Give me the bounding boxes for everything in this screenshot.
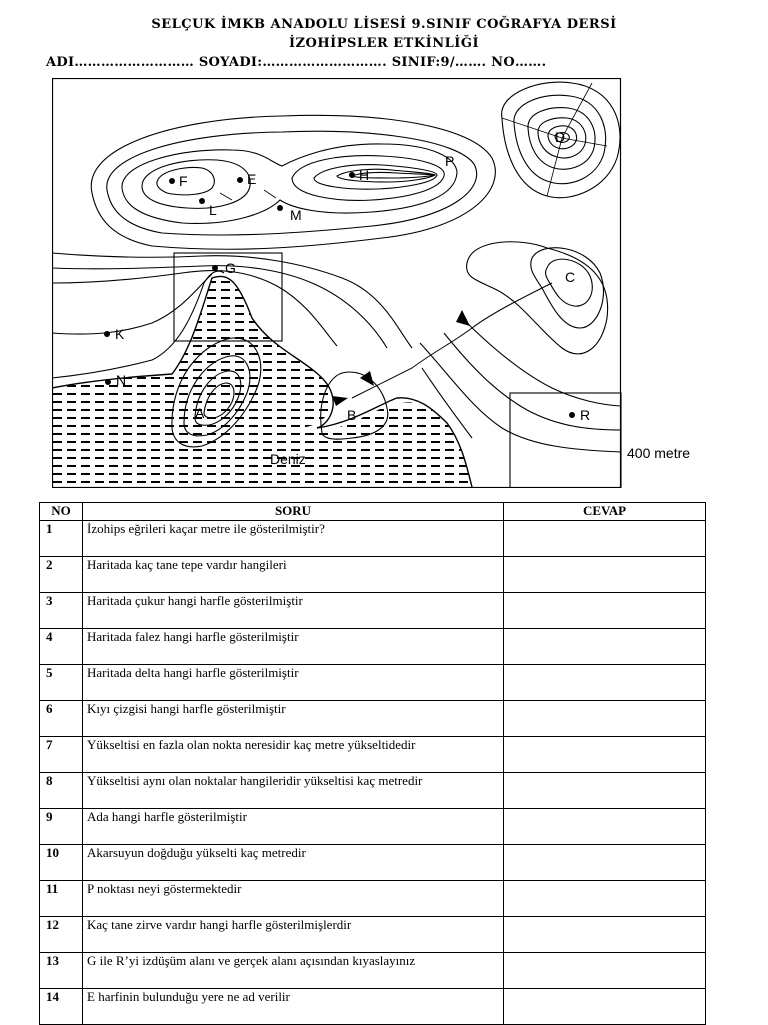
question-number: 3	[40, 593, 83, 629]
label-k: K	[115, 326, 125, 342]
question-number: 11	[40, 881, 83, 917]
label-f: F	[179, 173, 188, 189]
question-number: 13	[40, 953, 83, 989]
header-no: NO	[40, 503, 83, 521]
question-number: 9	[40, 809, 83, 845]
question-text: Haritada çukur hangi harfle gösterilmiştir	[83, 593, 504, 629]
contour-map	[52, 78, 622, 488]
table-row	[40, 521, 706, 557]
question-text: E harfinin bulunduğu yere ne ad verilir	[83, 989, 504, 1025]
question-text: Haritada kaç tane tepe vardır hangileri	[83, 557, 504, 593]
table-row	[40, 701, 706, 737]
question-text: Haritada delta hangi harfle gösterilmiştir	[83, 665, 504, 701]
label-r: R	[580, 407, 591, 423]
answer-cell[interactable]	[504, 809, 706, 845]
table-row	[40, 845, 706, 881]
label-b: B	[347, 407, 357, 423]
table-row	[40, 665, 706, 701]
question-number: 1	[40, 521, 83, 557]
answer-cell[interactable]	[504, 521, 706, 557]
answer-cell[interactable]	[504, 881, 706, 917]
table-row	[40, 881, 706, 917]
table-header-row	[40, 503, 706, 521]
label-c: C	[565, 269, 576, 285]
label-g: G	[225, 260, 236, 276]
label-m: M	[290, 207, 302, 223]
table-row	[40, 737, 706, 773]
worksheet-title: SELÇUK İMKB ANADOLU LİSESİ 9.SINIF COĞRAFYA DERSİ	[151, 17, 617, 32]
table-row	[40, 917, 706, 953]
question-text: Akarsuyun doğduğu yükselti kaç metredir	[83, 845, 504, 881]
question-text: Yükseltisi en fazla olan nokta neresidir kaç metre yükseltidedir	[83, 737, 504, 773]
answer-cell[interactable]	[504, 737, 706, 773]
label-d: D	[555, 129, 566, 145]
sea-label: Deniz	[270, 451, 306, 467]
label-p: P	[445, 153, 455, 169]
answer-cell[interactable]	[504, 629, 706, 665]
label-a: A	[195, 405, 205, 421]
question-text: P noktası neyi göstermektedir	[83, 881, 504, 917]
label-h: H	[359, 167, 370, 183]
student-info-line: ADI……………………… SOYADI:………………………. SINIF:9/……. NO…….	[46, 55, 547, 70]
contour-interval-label: 400 metre	[627, 445, 691, 461]
table-row	[40, 629, 706, 665]
question-number: 8	[40, 773, 83, 809]
answer-cell[interactable]	[504, 845, 706, 881]
table-row	[40, 989, 706, 1025]
answer-cell[interactable]	[504, 953, 706, 989]
question-number: 2	[40, 557, 83, 593]
header-question: SORU	[83, 503, 504, 521]
table-row	[40, 773, 706, 809]
question-text: İzohips eğrileri kaçar metre ile gösterilmiştir?	[83, 521, 504, 557]
question-number: 12	[40, 917, 83, 953]
answer-cell[interactable]	[504, 557, 706, 593]
answer-cell[interactable]	[504, 989, 706, 1025]
label-n: N	[116, 372, 127, 388]
header-answer: CEVAP	[504, 503, 706, 521]
question-text: G ile R’yi izdüşüm alanı ve gerçek alanı açısından kıyaslayınız	[83, 953, 504, 989]
question-text: Haritada falez hangi harfle gösterilmiştir	[83, 629, 504, 665]
question-number: 7	[40, 737, 83, 773]
question-text: Kaç tane zirve vardır hangi harfle gösterilmişlerdir	[83, 917, 504, 953]
questions-table	[39, 502, 706, 1025]
worksheet-subtitle: İZOHİPSLER ETKİNLİĞİ	[288, 36, 480, 51]
question-text: Ada hangi harfle gösterilmiştir	[83, 809, 504, 845]
answer-cell[interactable]	[504, 701, 706, 737]
answer-cell[interactable]	[504, 773, 706, 809]
question-text: Yükseltisi aynı olan noktalar hangileridir yükseltisi kaç metredir	[83, 773, 504, 809]
answer-cell[interactable]	[504, 917, 706, 953]
question-number: 6	[40, 701, 83, 737]
question-number: 10	[40, 845, 83, 881]
question-number: 14	[40, 989, 83, 1025]
question-number: 4	[40, 629, 83, 665]
question-text: Kıyı çizgisi hangi harfle gösterilmiştir	[83, 701, 504, 737]
question-number: 5	[40, 665, 83, 701]
label-e: E	[247, 171, 257, 187]
table-row	[40, 809, 706, 845]
label-l: L	[209, 202, 217, 218]
answer-cell[interactable]	[504, 593, 706, 629]
table-row	[40, 557, 706, 593]
table-row	[40, 593, 706, 629]
table-row	[40, 953, 706, 989]
answer-cell[interactable]	[504, 665, 706, 701]
